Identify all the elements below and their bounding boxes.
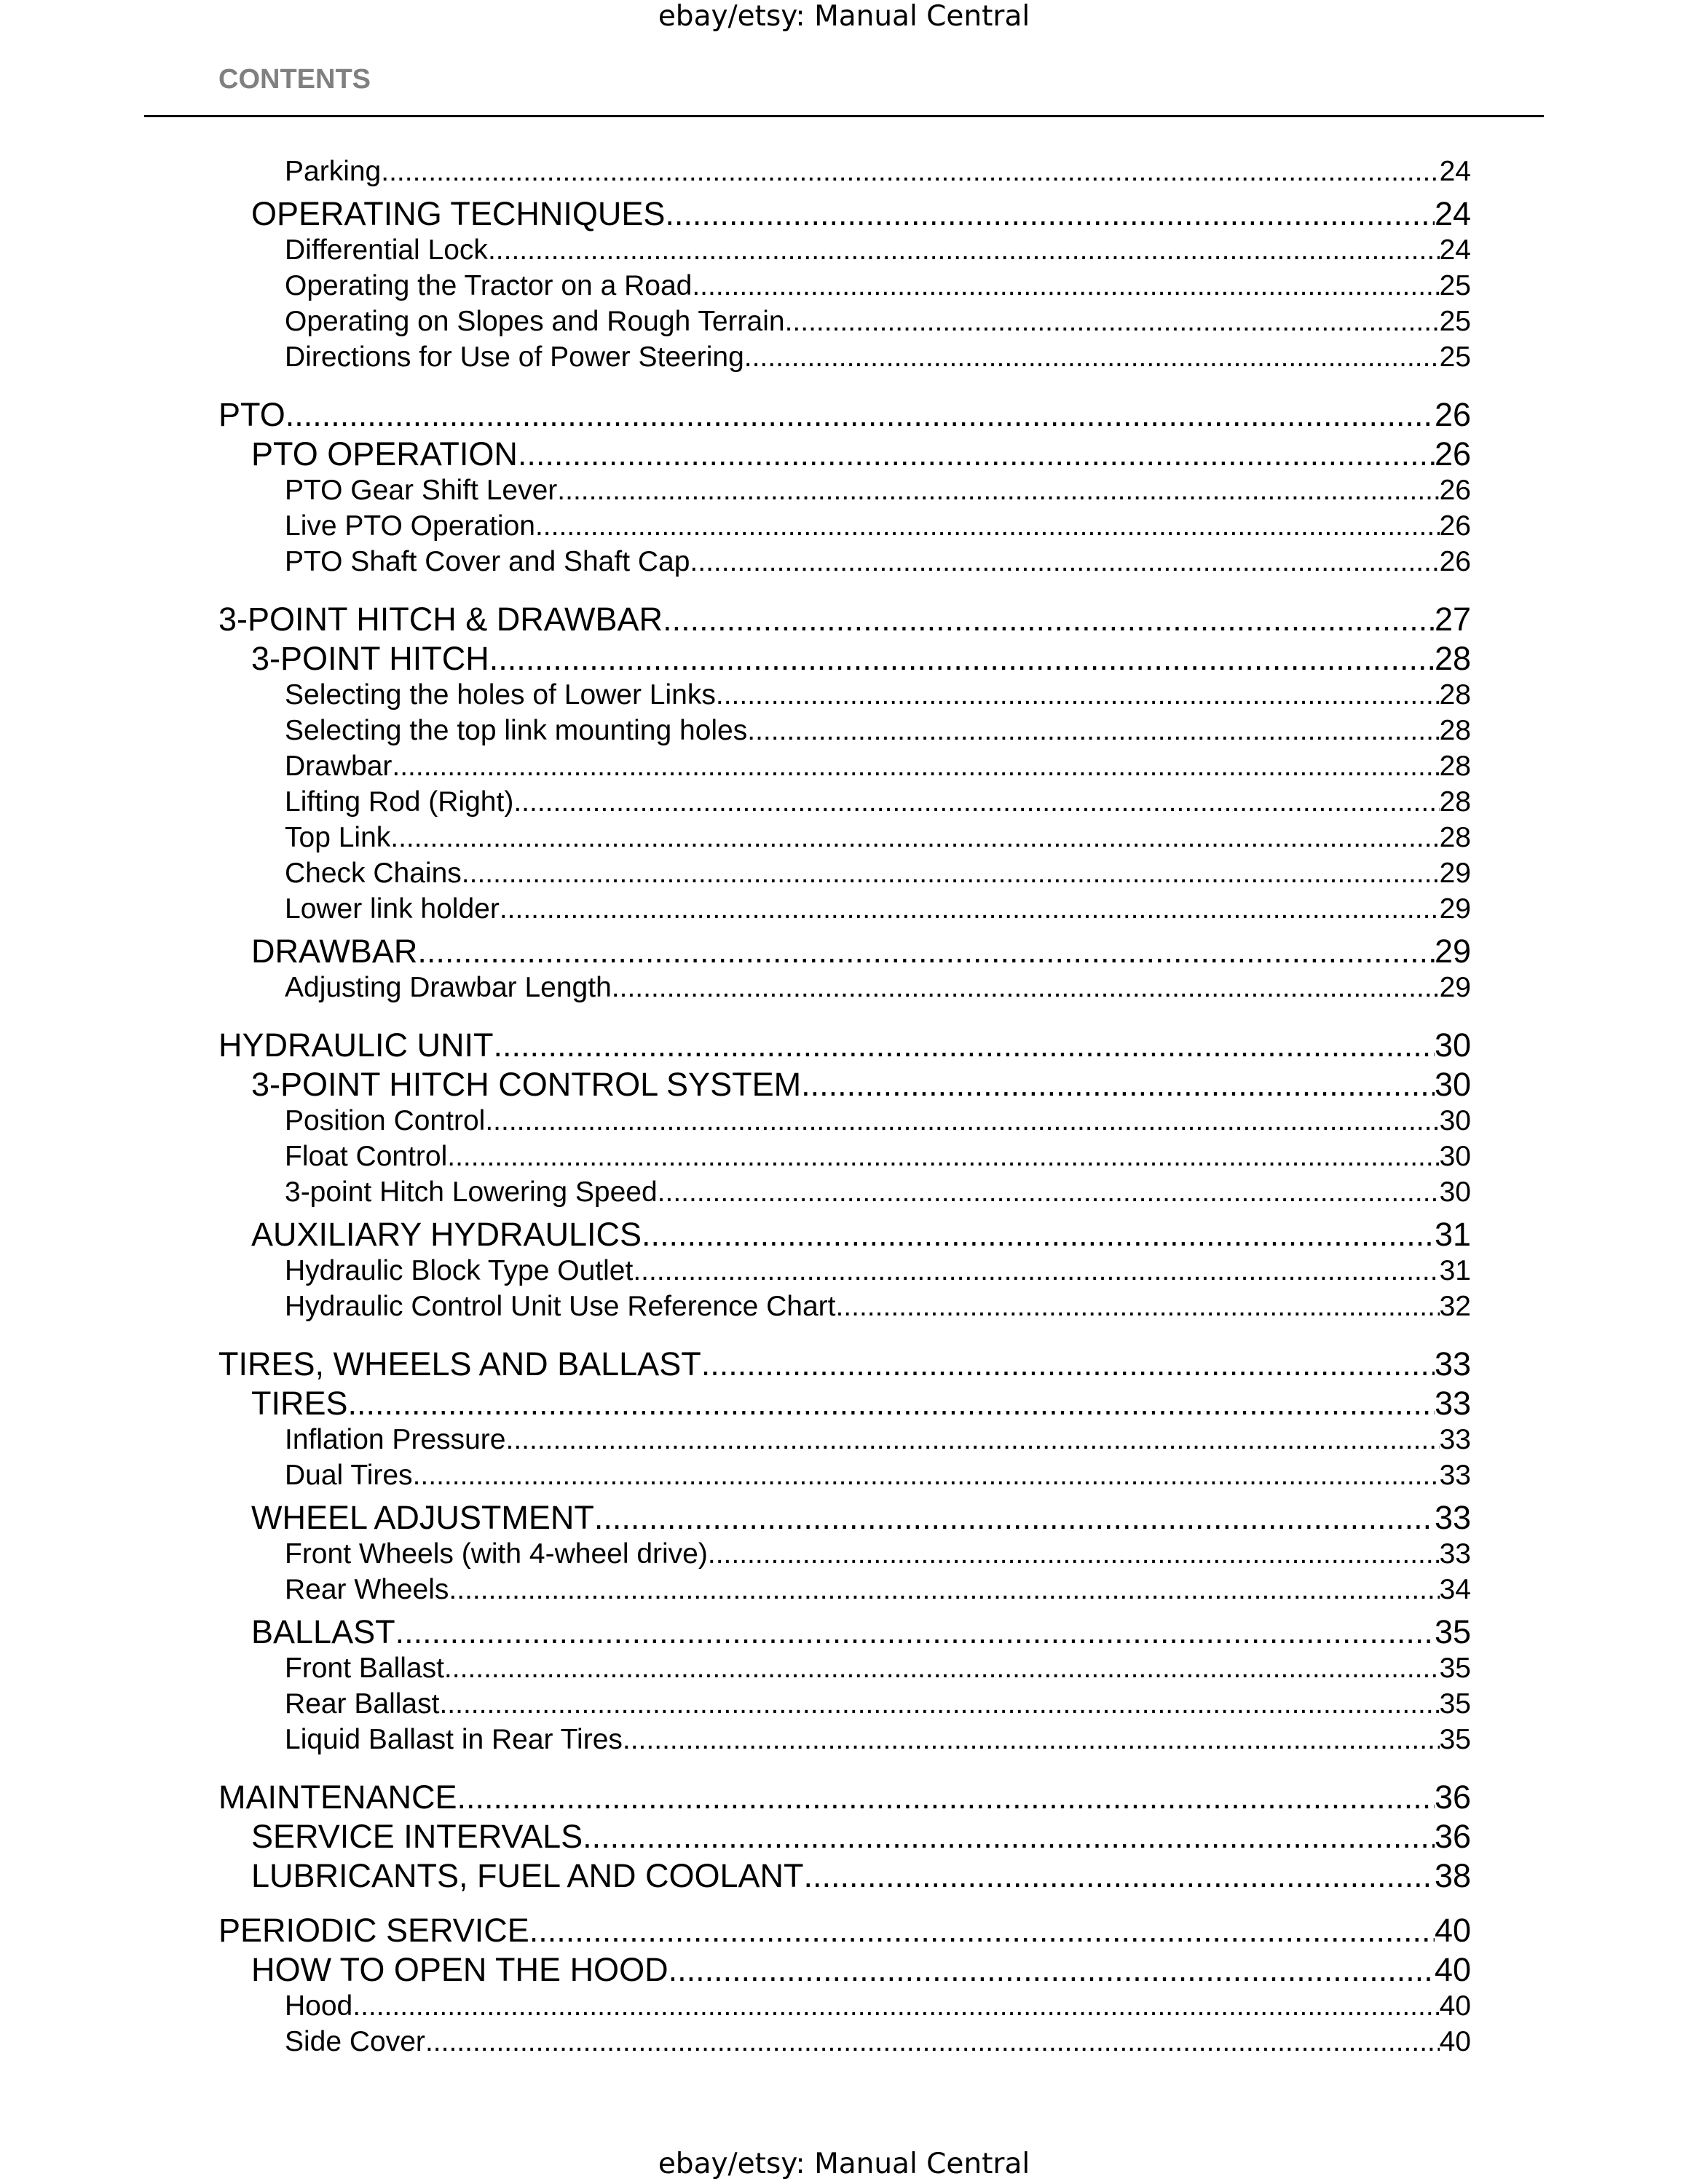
toc-leader-dots xyxy=(439,1688,1439,1720)
toc-entry-page: 26 xyxy=(1439,475,1471,506)
toc-entry[interactable] xyxy=(251,640,1471,678)
toc-entry[interactable] xyxy=(285,510,1471,542)
toc-entry[interactable] xyxy=(285,475,1471,507)
toc-entry-page: 29 xyxy=(1439,972,1471,1003)
toc-entry-title: Rear Wheels xyxy=(285,1574,449,1605)
toc-entry-title: Hydraulic Control Unit Use Reference Chart xyxy=(285,1291,836,1322)
toc-leader-dots xyxy=(594,1499,1435,1537)
toc-leader-dots xyxy=(447,1141,1439,1173)
toc-entry-page: 35 xyxy=(1434,1613,1471,1650)
toc-entry-page: 30 xyxy=(1439,1105,1471,1136)
toc-entry[interactable] xyxy=(285,751,1471,783)
toc-entry[interactable] xyxy=(251,1385,1471,1423)
toc-entry-page: 35 xyxy=(1439,1653,1471,1684)
toc-entry[interactable] xyxy=(285,1688,1471,1720)
toc-entry-title: Check Chains xyxy=(285,858,462,889)
toc-entry-title: PTO Shaft Cover and Shaft Cap xyxy=(285,546,690,577)
toc-entry-title: Side Cover xyxy=(285,2026,425,2057)
toc-entry-title: Liquid Ballast in Rear Tires xyxy=(285,1724,623,1755)
toc-entry[interactable] xyxy=(285,1255,1471,1287)
toc-entry-page: 33 xyxy=(1439,1460,1471,1491)
toc-entry[interactable] xyxy=(251,1216,1471,1254)
toc-leader-dots xyxy=(392,751,1439,783)
toc-entry-page: 40 xyxy=(1434,1951,1471,1988)
toc-entry[interactable] xyxy=(285,1141,1471,1173)
toc-entry[interactable] xyxy=(285,306,1471,338)
toc-entry[interactable] xyxy=(285,1105,1471,1137)
toc-entry-title: Selecting the top link mounting holes xyxy=(285,715,748,746)
toc-entry[interactable] xyxy=(285,156,1471,188)
toc-entry[interactable] xyxy=(285,822,1471,854)
toc-entry[interactable] xyxy=(251,933,1471,970)
toc-entry[interactable] xyxy=(285,1176,1471,1208)
toc-entry-title: Hydraulic Block Type Outlet xyxy=(285,1255,634,1286)
toc-entry-title: Front Wheels (with 4-wheel drive) xyxy=(285,1538,708,1570)
toc-entry-title: TIRES xyxy=(251,1385,348,1422)
toc-leader-dots xyxy=(716,679,1440,711)
toc-entry[interactable] xyxy=(285,972,1471,1004)
toc-entry[interactable] xyxy=(285,1574,1471,1606)
toc-leader-dots xyxy=(583,1818,1435,1856)
toc-entry[interactable] xyxy=(285,1653,1471,1685)
toc-entry-page: 25 xyxy=(1439,306,1471,337)
toc-entry-page: 33 xyxy=(1434,1345,1471,1382)
toc-entry-title: HOW TO OPEN THE HOOD xyxy=(251,1951,669,1988)
toc-leader-dots xyxy=(612,972,1440,1004)
toc-entry-page: 28 xyxy=(1439,822,1471,853)
toc-leader-dots xyxy=(535,510,1440,542)
toc-entry-page: 33 xyxy=(1439,1538,1471,1570)
toc-entry-title: Dual Tires xyxy=(285,1460,413,1491)
toc-entry-page: 35 xyxy=(1439,1688,1471,1720)
toc-entry-page: 26 xyxy=(1439,546,1471,577)
toc-entry-page: 34 xyxy=(1439,1574,1471,1605)
toc-entry-page: 28 xyxy=(1434,640,1471,677)
toc-entry-page: 36 xyxy=(1434,1818,1471,1855)
toc-entry-title: Drawbar xyxy=(285,751,393,782)
toc-entry-page: 25 xyxy=(1439,270,1471,301)
toc-entry[interactable] xyxy=(285,893,1471,925)
toc-entry-page: 38 xyxy=(1434,1857,1471,1894)
toc-leader-dots xyxy=(663,601,1435,638)
toc-entry-title: Top Link xyxy=(285,822,391,853)
toc-leader-dots xyxy=(518,435,1435,473)
toc-leader-dots xyxy=(444,1653,1440,1685)
toc-entry[interactable] xyxy=(285,234,1471,266)
toc-leader-dots xyxy=(352,1990,1439,2022)
toc-entry-page: 28 xyxy=(1439,786,1471,818)
toc-entry-page: 24 xyxy=(1439,156,1471,187)
toc-leader-dots xyxy=(457,1779,1435,1816)
toc-entry-title: 3-point Hitch Lowering Speed xyxy=(285,1176,658,1208)
toc-entry-title: HYDRAULIC UNIT xyxy=(218,1026,494,1064)
toc-entry-title: Selecting the holes of Lower Links xyxy=(285,679,716,711)
toc-entry[interactable] xyxy=(251,435,1471,473)
toc-entry-page: 24 xyxy=(1439,234,1471,266)
toc-entry-page: 25 xyxy=(1439,341,1471,373)
toc-entry-title: Hood xyxy=(285,1990,353,2022)
toc-entry-title: Front Ballast xyxy=(285,1653,444,1684)
toc-entry[interactable] xyxy=(285,546,1471,578)
toc-entry[interactable] xyxy=(251,1066,1471,1104)
toc-leader-dots xyxy=(513,786,1439,818)
toc-entry[interactable] xyxy=(251,1857,1471,1895)
toc-leader-dots xyxy=(669,1951,1435,1989)
toc-entry-title: Differential Lock xyxy=(285,234,488,266)
toc-entry-title: Operating on Slopes and Rough Terrain xyxy=(285,306,785,337)
toc-entry-title: AUXILIARY HYDRAULICS xyxy=(251,1216,642,1253)
section-header: CONTENTS xyxy=(218,64,371,95)
toc-entry-page: 29 xyxy=(1439,893,1471,925)
toc-entry-page: 26 xyxy=(1434,396,1471,433)
toc-entry-title: Rear Ballast xyxy=(285,1688,440,1720)
toc-entry-page: 24 xyxy=(1434,195,1471,232)
toc-entry-page: 28 xyxy=(1439,679,1471,711)
toc-entry[interactable] xyxy=(218,601,1471,638)
toc-entry-page: 36 xyxy=(1434,1779,1471,1816)
toc-entry-title: DRAWBAR xyxy=(251,933,418,970)
toc-entry-title: Lifting Rod (Right) xyxy=(285,786,514,818)
toc-leader-dots xyxy=(642,1216,1435,1254)
toc-entry-title: 3-POINT HITCH xyxy=(251,640,489,677)
toc-entry[interactable] xyxy=(218,396,1471,434)
toc-leader-dots xyxy=(690,546,1439,578)
toc-entry[interactable] xyxy=(251,1613,1471,1651)
toc-entry-page: 30 xyxy=(1439,1141,1471,1172)
toc-leader-dots xyxy=(494,1026,1435,1064)
toc-entry-page: 35 xyxy=(1439,1724,1471,1755)
toc-leader-dots xyxy=(449,1574,1439,1606)
toc-entry[interactable] xyxy=(285,786,1471,818)
toc-entry-page: 31 xyxy=(1434,1216,1471,1253)
toc-entry-title: Lower link holder xyxy=(285,893,500,925)
toc-entry-page: 28 xyxy=(1439,715,1471,746)
toc-leader-dots xyxy=(747,715,1439,747)
toc-entry-title: Float Control xyxy=(285,1141,448,1172)
toc-entry[interactable] xyxy=(285,1724,1471,1756)
toc-entry-title: Position Control xyxy=(285,1105,486,1136)
toc-leader-dots xyxy=(801,1066,1435,1104)
toc-entry-page: 33 xyxy=(1434,1499,1471,1536)
toc-entry[interactable] xyxy=(285,1538,1471,1570)
toc-entry-title: 3-POINT HITCH CONTROL SYSTEM xyxy=(251,1066,802,1103)
toc-leader-dots xyxy=(658,1176,1440,1208)
toc-leader-dots xyxy=(500,893,1440,925)
toc-entry-title: Operating the Tractor on a Road xyxy=(285,270,693,301)
toc-leader-dots xyxy=(417,933,1435,970)
toc-entry[interactable] xyxy=(218,1779,1471,1816)
toc-entry-page: 33 xyxy=(1439,1424,1471,1455)
toc-leader-dots xyxy=(395,1613,1435,1651)
toc-entry-page: 40 xyxy=(1439,2026,1471,2057)
toc-entry[interactable] xyxy=(285,679,1471,711)
toc-entry-page: 28 xyxy=(1439,751,1471,782)
toc-leader-dots xyxy=(557,475,1439,507)
toc-entry[interactable] xyxy=(285,858,1471,890)
toc-leader-dots xyxy=(701,1345,1435,1383)
toc-entry-page: 26 xyxy=(1439,510,1471,542)
toc-entry[interactable] xyxy=(285,715,1471,747)
toc-leader-dots xyxy=(413,1460,1440,1492)
toc-entry[interactable] xyxy=(251,1951,1471,1989)
toc-entry[interactable] xyxy=(218,1345,1471,1383)
toc-entry-title: Adjusting Drawbar Length xyxy=(285,972,612,1003)
toc-entry-page: 27 xyxy=(1434,601,1471,638)
toc-entry-page: 30 xyxy=(1434,1026,1471,1064)
toc-entry[interactable] xyxy=(285,2026,1471,2058)
toc-entry-title: Directions for Use of Power Steering xyxy=(285,341,744,373)
toc-leader-dots xyxy=(803,1857,1434,1895)
toc-leader-dots xyxy=(390,822,1439,854)
toc-leader-dots xyxy=(529,1912,1435,1950)
toc-entry-title: MAINTENANCE xyxy=(218,1779,457,1816)
toc-entry-title: PTO OPERATION xyxy=(251,435,518,472)
toc-leader-dots xyxy=(348,1385,1435,1423)
toc-leader-dots xyxy=(633,1255,1439,1287)
toc-leader-dots xyxy=(623,1724,1440,1756)
toc-entry[interactable] xyxy=(218,1026,1471,1064)
toc-entry-title: WHEEL ADJUSTMENT xyxy=(251,1499,594,1536)
watermark-bottom: ebay/etsy: Manual Central xyxy=(658,2148,1030,2180)
toc-entry-page: 30 xyxy=(1434,1066,1471,1103)
toc-entry-page: 29 xyxy=(1439,858,1471,889)
toc-entry-title: PTO Gear Shift Lever xyxy=(285,475,558,506)
toc-entry-page: 30 xyxy=(1439,1176,1471,1208)
toc-entry-title: Parking xyxy=(285,156,382,187)
toc-entry[interactable] xyxy=(251,195,1471,233)
toc-entry-page: 31 xyxy=(1439,1255,1471,1286)
toc-entry-title: Live PTO Operation xyxy=(285,510,535,542)
toc-leader-dots xyxy=(708,1538,1440,1570)
toc-entry-page: 29 xyxy=(1434,933,1471,970)
toc-leader-dots xyxy=(425,2026,1440,2058)
toc-entry-title: TIRES, WHEELS AND BALLAST xyxy=(218,1345,701,1382)
toc-leader-dots xyxy=(462,858,1440,890)
toc-leader-dots xyxy=(285,396,1435,434)
toc-entry[interactable] xyxy=(285,341,1471,373)
toc-entry[interactable] xyxy=(285,1460,1471,1492)
toc-entry-page: 40 xyxy=(1434,1912,1471,1949)
toc-leader-dots xyxy=(381,156,1439,188)
toc-entry[interactable] xyxy=(285,270,1471,302)
toc-entry[interactable] xyxy=(218,1912,1471,1950)
toc-leader-dots xyxy=(665,195,1435,233)
toc-leader-dots xyxy=(506,1424,1440,1456)
toc-entry-page: 33 xyxy=(1434,1385,1471,1422)
toc-entry[interactable] xyxy=(285,1990,1471,2022)
toc-entry-page: 40 xyxy=(1439,1990,1471,2022)
watermark-top: ebay/etsy: Manual Central xyxy=(658,0,1030,33)
toc-entry-title: OPERATING TECHNIQUES xyxy=(251,195,666,232)
toc-entry-title: SERVICE INTERVALS xyxy=(251,1818,583,1855)
toc-leader-dots xyxy=(488,234,1440,266)
toc-leader-dots xyxy=(835,1291,1439,1323)
toc-entry[interactable] xyxy=(251,1499,1471,1537)
toc-entry-title: Inflation Pressure xyxy=(285,1424,506,1455)
toc-leader-dots xyxy=(785,306,1440,338)
toc-entry-title: PERIODIC SERVICE xyxy=(218,1912,529,1949)
toc-leader-dots xyxy=(485,1105,1439,1137)
toc-entry[interactable] xyxy=(285,1291,1471,1323)
toc-leader-dots xyxy=(744,341,1440,373)
toc-entry-page: 26 xyxy=(1434,435,1471,472)
toc-entry-title: BALLAST xyxy=(251,1613,395,1650)
toc-entry[interactable] xyxy=(285,1424,1471,1456)
toc-entry-page: 32 xyxy=(1439,1291,1471,1322)
toc-entry[interactable] xyxy=(251,1818,1471,1856)
toc-entry-title: PTO xyxy=(218,396,285,433)
toc-leader-dots xyxy=(692,270,1439,302)
toc-entry-title: 3-POINT HITCH & DRAWBAR xyxy=(218,601,663,638)
toc-entry-title: LUBRICANTS, FUEL AND COOLANT xyxy=(251,1857,804,1894)
toc-leader-dots xyxy=(489,640,1435,678)
